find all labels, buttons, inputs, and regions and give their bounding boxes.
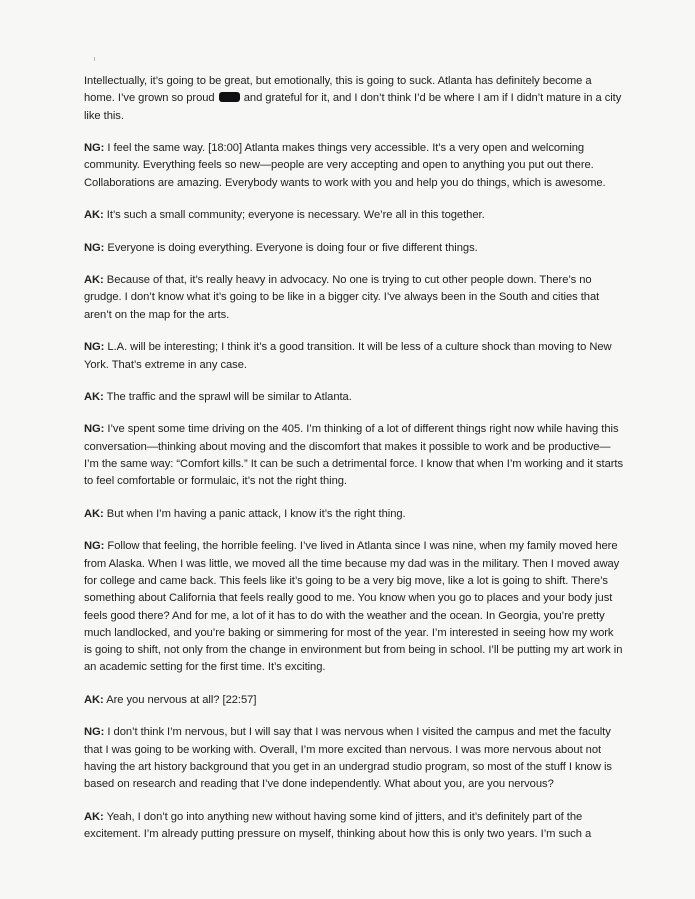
speaker-label: NG:	[84, 540, 105, 553]
speaker-label: AK:	[84, 507, 104, 520]
speaker-label: AK:	[84, 274, 104, 287]
paragraph-text: Are you nervous at all? [22:57]	[106, 693, 257, 706]
speaker-label: AK:	[84, 810, 104, 823]
speaker-label: AK:	[84, 693, 104, 706]
paragraph-text: Follow that feeling, the horrible feeling. I’ve lived in Atlanta since I was nine, when my family moved here from Alaska. When I was little, we moved all the time because my dad was in the military. Then I moved away for college and came back. This feels like it’s going to be a very big move, like a lot is going to shift. There’s something about California that feels really good to me. You know when you go to places and your body just feels good there? And for me, a lot of it has to do with the weather and the ocean. In Georgia, you’re pretty much landlocked, and you’re baking or simmering for most of the year. I’m interested in seeing how my work is going to shift, not only from the change in environment but from being in school. I’ll be putting my art work in an academic setting for the first time. It’s exciting.	[84, 540, 623, 674]
scan-speck	[94, 57, 95, 61]
speaker-label: NG:	[84, 423, 105, 436]
speaker-label: NG:	[84, 726, 105, 739]
paragraph-10	[84, 692, 624, 709]
paragraph-1	[84, 140, 624, 192]
paragraph-8	[84, 506, 624, 523]
speaker-label: NG:	[84, 341, 105, 354]
paragraph-0	[84, 73, 624, 125]
paragraph-text: I feel the same way. [18:00] Atlanta makes things very accessible. It’s a very open and welcoming community. Everything feels so new—people are very accepting and open to anything you put out there. Collaborations are amazing. Everybody wants to work with you and help you do things, which is awesome.	[84, 142, 606, 189]
paragraph-text: I’ve spent some time driving on the 405. I’m thinking of a lot of different things right now while having this conversation—thinking about moving and the discomfort that makes it possible to work and be productive—I’m the same way: “Comfort kills.” It can be such a detrimental force. I know that when I’m working and it starts to feel comfortable or formulaic, it’s not the right thing.	[84, 423, 624, 488]
paragraph-text: It’s such a small community; everyone is necessary. We’re all in this together.	[106, 209, 485, 222]
paragraph-6	[84, 389, 624, 406]
paragraph-text: Everyone is doing everything. Everyone is doing four or five different things.	[107, 241, 478, 254]
paragraph-text: I don’t think I’m nervous, but I will say that I was nervous when I visited the campus and met the faculty that I was going to be working with. Overall, I’m more excited than nervous. I was more nervous about not having the art history background that you get in an undergrad studio program, so most of the stuff I know is based on research and reading that I’ve done independently. What about you, are you nervous?	[84, 726, 612, 791]
paragraph-text: The traffic and the sprawl will be similar to Atlanta.	[106, 390, 352, 403]
speaker-label: AK:	[84, 209, 104, 222]
speaker-label: NG:	[84, 241, 105, 254]
paragraph-5	[84, 339, 624, 374]
paragraph-text: L.A. will be interesting; I think it’s a good transition. It will be less of a culture shock than moving to New York. That’s extreme in any case.	[84, 341, 612, 371]
paragraph-text: But when I’m having a panic attack, I know it’s the right thing.	[106, 507, 406, 520]
paragraph-0-text-after: and grateful for it, and I don’t think I’d be where I am if I didn’t mature in a city like this.	[84, 92, 622, 122]
paragraph-11	[84, 724, 624, 793]
paragraph-12	[84, 809, 624, 844]
paragraph-9	[84, 538, 624, 676]
paragraph-7	[84, 421, 624, 490]
speaker-label: AK:	[84, 390, 104, 403]
paragraph-text: Yeah, I don’t go into anything new without having some kind of jitters, and it’s definitely part of the excitement. I’m already putting pressure on myself, thinking about how this is only two years. I’m such a	[84, 810, 592, 841]
paragraph-text: Because of that, it’s really heavy in advocacy. No one is trying to cut other people down. There’s no grudge. I don’t know what it’s going to be like in a bigger city. I’ve always been in the South and cities that aren’t on the map for the arts.	[84, 274, 600, 321]
transcript-page	[84, 73, 624, 859]
paragraph-3	[84, 240, 624, 257]
redaction-mark	[219, 92, 240, 102]
paragraph-2	[84, 207, 624, 224]
speaker-label: NG:	[84, 142, 105, 155]
paragraph-4	[84, 272, 624, 324]
paragraph-0-text-before: Intellectually, it’s going to be great, but emotionally, this is going to suck. Atlanta has definitely become a home. I’ve grown so proud	[84, 75, 592, 105]
